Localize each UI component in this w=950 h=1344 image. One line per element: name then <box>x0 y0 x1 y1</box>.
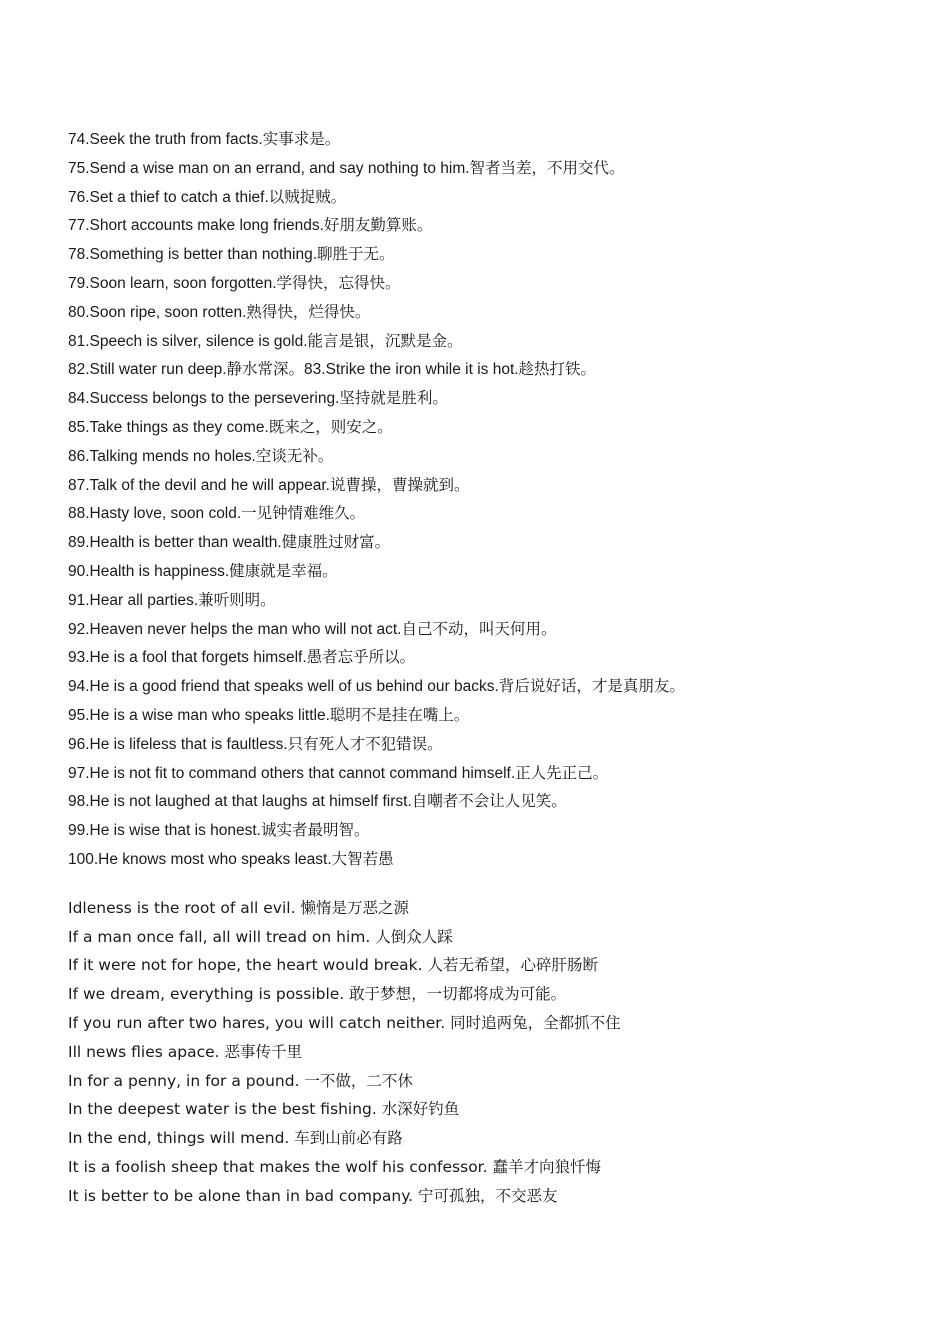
proverb-line: 85.Take things as they come.既来之，则安之。 <box>68 418 393 436</box>
proverb-line: 81.Speech is silver, silence is gold.能言是银，沉默是金。 <box>68 332 463 350</box>
proverb-line: 87.Talk of the devil and he will appear.说曹操，曹操就到。 <box>68 476 470 494</box>
proverb-line: 78.Something is better than nothing.聊胜于无。 <box>68 246 395 264</box>
proverb-line: It is a foolish sheep that makes the wolf his confessor. 蠢羊才向狼忏悔 <box>68 1157 601 1176</box>
proverb-line: 88.Hasty love, soon cold.一见钟情难维久。 <box>68 505 366 523</box>
proverb-line: If a man once fall, all will tread on him. 人倒众人踩 <box>68 927 453 946</box>
proverb-line: 93.He is a fool that forgets himself.愚者忘乎所以。 <box>68 649 416 667</box>
proverb-line: If it were not for hope, the heart would break. 人若无希望，心碎肝肠断 <box>68 956 598 975</box>
proverb-line: 79.Soon learn, soon forgotten.学得快，忘得快。 <box>68 274 401 292</box>
proverb-line: 75.Send a wise man on an errand, and say nothing to him.智者当差，不用交代。 <box>68 159 625 177</box>
proverb-line: In for a penny, in for a pound. 一不做，二不休 <box>68 1071 413 1090</box>
proverb-line: If you run after two hares, you will catch neither. 同时追两兔，全都抓不住 <box>68 1013 621 1032</box>
proverb-line: 97.He is not fit to command others that cannot command himself.正人先正己。 <box>68 764 609 782</box>
proverb-line: 82.Still water run deep.静水常深。83.Strike the iron while it is hot.趁热打铁。 <box>68 361 597 379</box>
proverb-line: 95.He is a wise man who speaks little.聪明不是挂在嘴上。 <box>68 706 470 724</box>
proverb-line: 94.He is a good friend that speaks well of us behind our backs.背后说好话，才是真朋友。 <box>68 678 685 696</box>
proverb-line: 76.Set a thief to catch a thief.以贼捉贼。 <box>68 188 347 206</box>
proverb-line: Idleness is the root of all evil. 懒惰是万恶之源 <box>68 898 409 917</box>
document-page <box>68 126 928 1210</box>
proverb-line: 91.Hear all parties.兼听则明。 <box>68 591 276 609</box>
proverb-line: If we dream, everything is possible. 敢于梦想，一切都将成为可能。 <box>68 985 567 1004</box>
proverb-line: 89.Health is better than wealth.健康胜过财富。 <box>68 534 391 552</box>
proverb-line: 100.He knows most who speaks least.大智若愚 <box>68 850 394 868</box>
proverb-line: In the end, things will mend. 车到山前必有路 <box>68 1129 403 1148</box>
proverb-line: 86.Talking mends no holes.空谈无补。 <box>68 447 334 465</box>
proverb-line: 80.Soon ripe, soon rotten.熟得快，烂得快。 <box>68 303 371 321</box>
unnumbered-proverb-list <box>68 894 928 1211</box>
proverb-line: 92.Heaven never helps the man who will not act.自己不动，叫天何用。 <box>68 620 557 638</box>
proverb-line: 90.Health is happiness.健康就是幸福。 <box>68 562 338 580</box>
proverb-line: 74.Seek the truth from facts.实事求是。 <box>68 131 341 148</box>
proverb-line: Ill news flies apace. 恶事传千里 <box>68 1042 303 1061</box>
proverb-line: It is better to be alone than in bad company. 宁可孤独，不交恶友 <box>68 1186 558 1205</box>
proverb-line: 96.He is lifeless that is faultless.只有死人才不犯错误。 <box>68 735 443 753</box>
proverb-line: 99.He is wise that is honest.诚实者最明智。 <box>68 822 370 840</box>
proverb-line: 98.He is not laughed at that laughs at himself first.自嘲者不会让人见笑。 <box>68 793 567 811</box>
proverb-line: In the deepest water is the best fishing. 水深好钓鱼 <box>68 1100 460 1119</box>
proverb-line: 84.Success belongs to the persevering.坚持就是胜利。 <box>68 390 448 408</box>
proverb-line: 77.Short accounts make long friends.好朋友勤算账。 <box>68 217 433 235</box>
numbered-proverb-list <box>68 126 928 875</box>
